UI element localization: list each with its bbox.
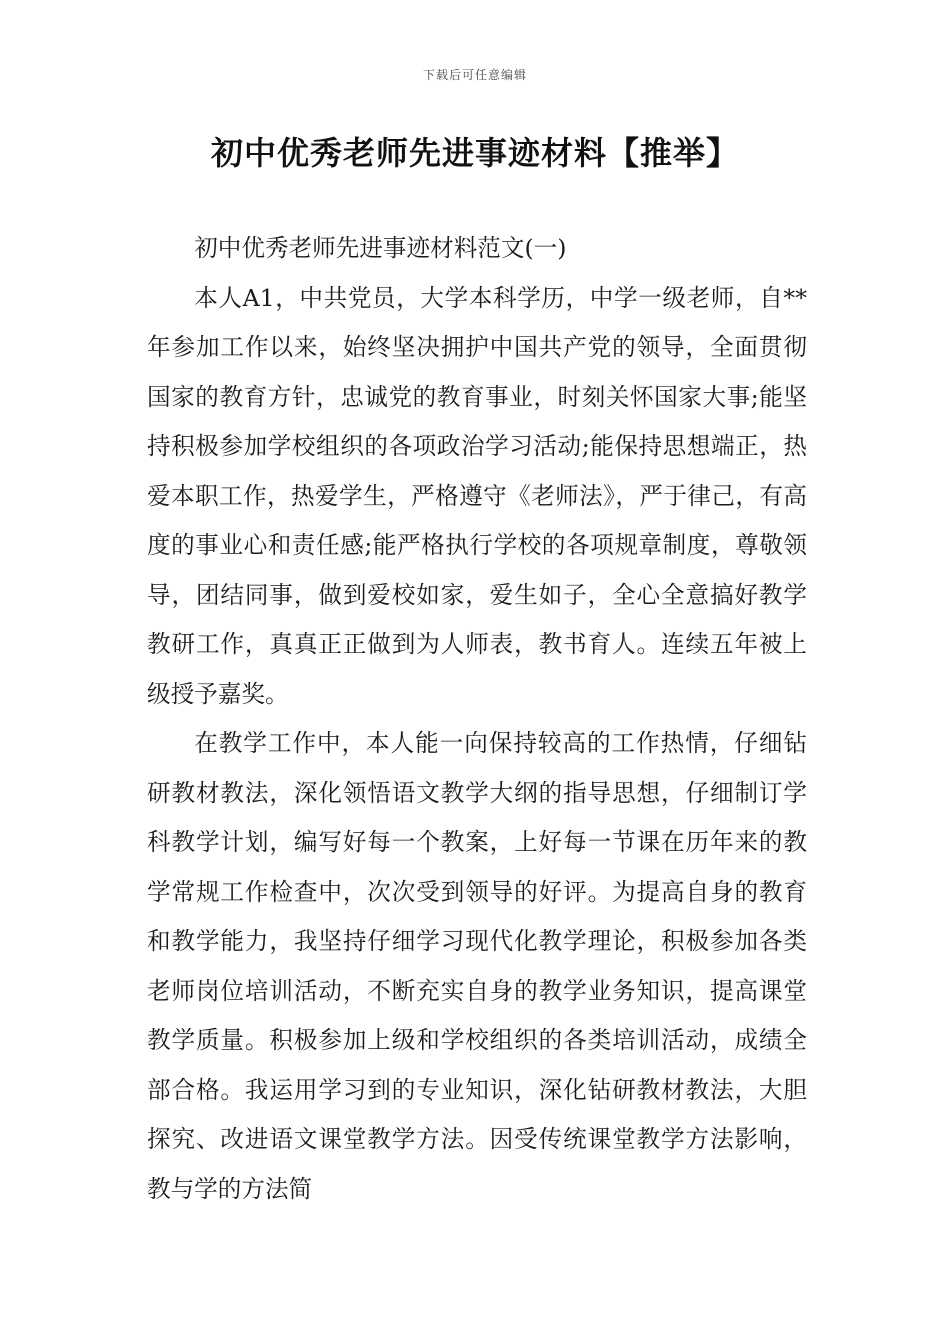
header-note: 下载后可任意编辑 [422,68,527,82]
document-body [147,224,807,1214]
section-heading: 初中优秀老师先进事迹材料范文(一) [194,234,567,262]
document-title: 初中优秀老师先进事迹材料【推举】 [210,134,739,172]
paragraph-2: 在教学工作中，本人能一向保持较高的工作热情，仔细钻研教材教法，深化领悟语文教学大纲的指导思想，仔细制订学科教学计划，编写好每一个教案，上好每一节课在历年来的教学常规工作检查中，次次受到领导的好评。为提高自身的教育和教学能力，我坚持仔细学习现代化教学理论，积极参加各类老师岗位培训活动，不断充实自身的教学业务知识，提高课堂教学质量。积极参加上级和学校组织的各类培训活动，成绩全部合格。我运用学习到的专业知识，深化钻研教材教法，大胆探究、改进语文课堂教学方法。因受传统课堂教学方法影响，教与学的方法简 [147,729,807,1203]
paragraph-1: 本人A1，中共党员，大学本科学历，中学一级老师，自**年参加工作以来，始终坚决拥护中国共产党的领导，全面贯彻国家的教育方针，忠诚党的教育事业，时刻关怀国家大事;能坚持积极参加学校组织的各项政治学习活动;能保持思想端正，热爱本职工作，热爱学生，严格遵守《老师法》，严于律己，有高度的事业心和责任感;能严格执行学校的各项规章制度，尊敬领导，团结同事，做到爱校如家，爱生如子，全心全意搞好教学教研工作，真真正正做到为人师表，教书育人。连续五年被上级授予嘉奖。 [147,283,807,708]
